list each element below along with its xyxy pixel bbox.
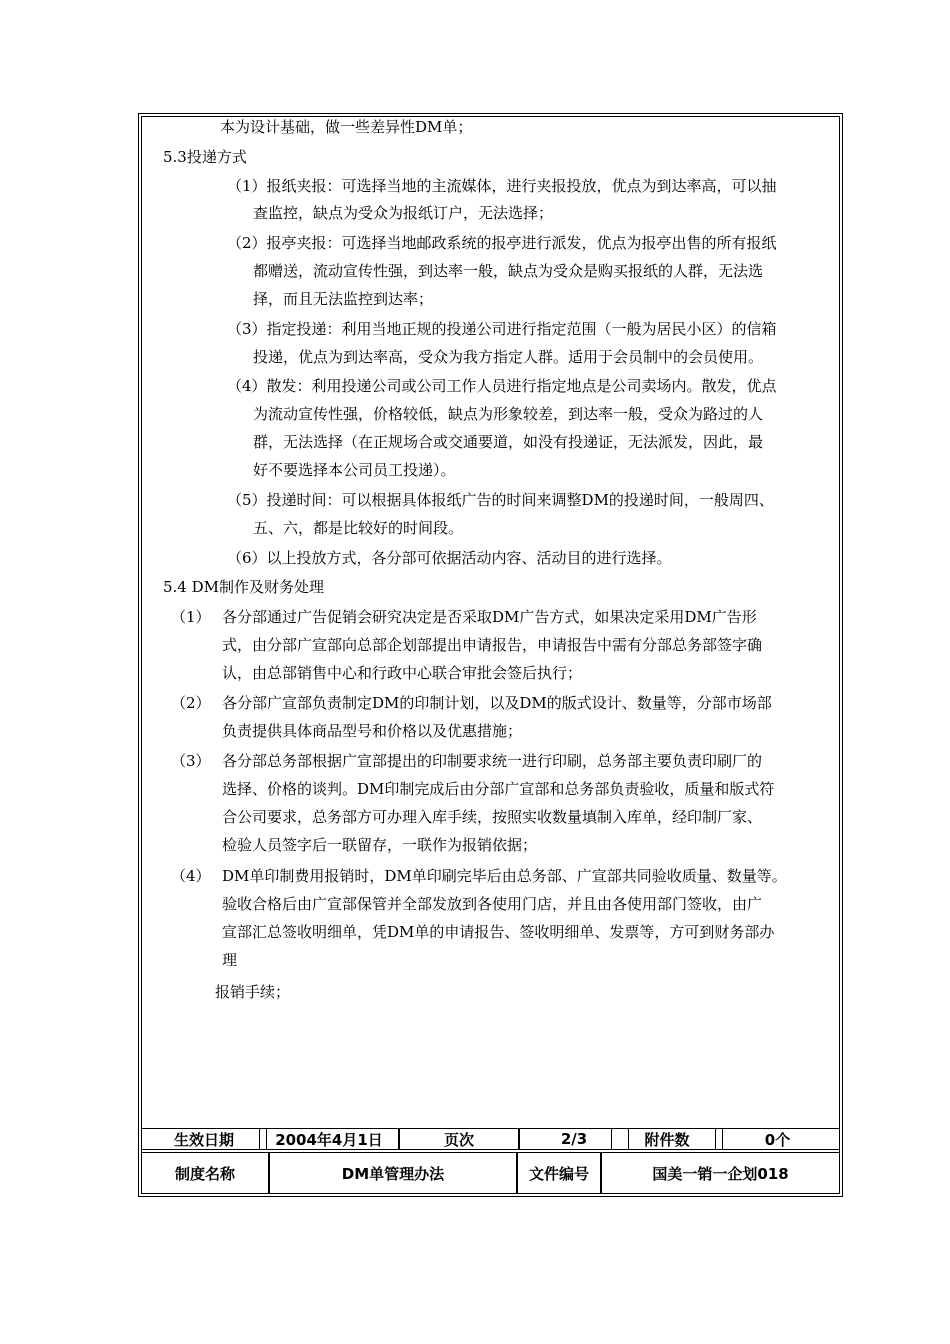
policy-name-value: DM单管理办法: [269, 1152, 517, 1194]
sec54-line: DM单印制费用报销时，DM单印刷完毕后由总务部、广宣部共同验收质量、数量等。: [222, 867, 787, 885]
sec53-line: 为流动宣传性强，价格较低，缺点为形象较差，到达率一般，受众为路过的人: [253, 405, 764, 423]
effective-date-value: 2004年4月1日: [259, 1128, 399, 1150]
sec53-line: 群，无法选择（在正规场合或交通要道，如没有投递证，无法派发，因此，最: [253, 433, 764, 451]
tail-line: 报销手续；: [215, 983, 291, 1001]
item-number: （1）: [171, 608, 211, 626]
sec53-line: 查监控，缺点为受众为报纸订户，无法选择；: [253, 204, 554, 222]
sec54-line: 理: [222, 951, 238, 969]
item-number: （2）: [171, 694, 211, 712]
sec53-line: 投递，优点为到达率高，受众为我方指定人群。适用于会员制中的会员使用。: [253, 348, 764, 366]
sec53-line: （4）散发：利用投递公司或公司工作人员进行指定地点是公司卖场内。散发，优点: [227, 377, 777, 395]
sec53-line: （1）报纸夹报：可选择当地的主流媒体，进行夹报投放，优点为到达率高，可以抽: [227, 177, 777, 195]
section-5-3-heading: 5.3投递方式: [163, 148, 247, 166]
sec54-line: 选择、价格的谈判。DM印制完成后由分部广宣部和总务部负责验收，质量和版式符: [222, 780, 775, 798]
effective-date-label: 生效日期: [141, 1128, 267, 1150]
policy-name-label: 制度名称: [141, 1152, 269, 1194]
doc-number-value: 国美一销一企划018: [601, 1152, 840, 1194]
sec54-line: 检验人员签字后一联留存，一联作为报销依据；: [222, 836, 538, 854]
sec54-line: 各分部通过广告促销会研究决定是否采取DM广告方式，如果决定采用DM广告形: [222, 608, 757, 626]
sec54-line: 式，由分部广宣部向总部企划部提出申请报告，申请报告中需有分部总务部签字确: [222, 636, 763, 654]
sec54-line: 宣部汇总签收明细单，凭DM单的申请报告、签收明细单、发票等，方可到财务部办: [222, 923, 775, 941]
sec54-line: 负责提供具体商品型号和价格以及优惠措施；: [222, 722, 523, 740]
sec54-line: 合公司要求，总务部方可办理入库手续，按照实收数量填制入库单，经印制厂家、: [222, 808, 763, 826]
sec53-line: 都赠送，流动宣传性强，到达率一般，缺点为受众是购买报纸的人群，无法选: [253, 262, 764, 280]
document-body: [141, 116, 840, 1128]
doc-number-label: 文件编号: [517, 1152, 601, 1194]
item-number: （3）: [171, 752, 211, 770]
item-number: （4）: [171, 867, 211, 885]
attachments-value: 0个: [715, 1128, 840, 1150]
sec53-line: 好不要选择本公司员工投递）。: [253, 461, 456, 479]
sec54-line: 认，由总部销售中心和行政中心联合审批会签后执行；: [222, 664, 583, 682]
document-footer-table: [141, 1128, 840, 1194]
attachments-label: 附件数: [611, 1128, 723, 1150]
sec54-line: 各分部总务部根据广宣部提出的印制要求统一进行印刷，总务部主要负责印刷厂的: [222, 752, 763, 770]
sec53-line: （6）以上投放方式，各分部可依据活动内容、活动目的进行选择。: [227, 549, 672, 567]
sec54-line: 各分部广宣部负责制定DM的印制计划，以及DM的版式设计、数量等，分部市场部: [222, 694, 772, 712]
sec53-line: （3）指定投递：利用当地正规的投递公司进行指定范围（一般为居民小区）的信箱: [227, 320, 777, 338]
section-5-4-heading: 5.4 DM制作及财务处理: [163, 578, 325, 596]
page-label: 页次: [399, 1128, 519, 1150]
sec54-line: 验收合格后由广宣部保管并全部发放到各使用门店，并且由各使用部门签收，由广: [222, 895, 763, 913]
sec53-line: （2）报亭夹报：可选择当地邮政系统的报亭进行派发，优点为报亭出售的所有报纸: [227, 234, 777, 252]
sec53-line: （5）投递时间：可以根据具体报纸广告的时间来调整DM的投递时间，一般周四、: [227, 491, 774, 509]
page-value: 2/3: [519, 1128, 629, 1150]
sec53-line: 择，而且无法监控到达率；: [253, 290, 434, 308]
continuation-line: 本为设计基础，做一些差异性DM单；: [220, 118, 473, 136]
sec53-line: 五、六，都是比较好的时间段。: [253, 519, 464, 537]
